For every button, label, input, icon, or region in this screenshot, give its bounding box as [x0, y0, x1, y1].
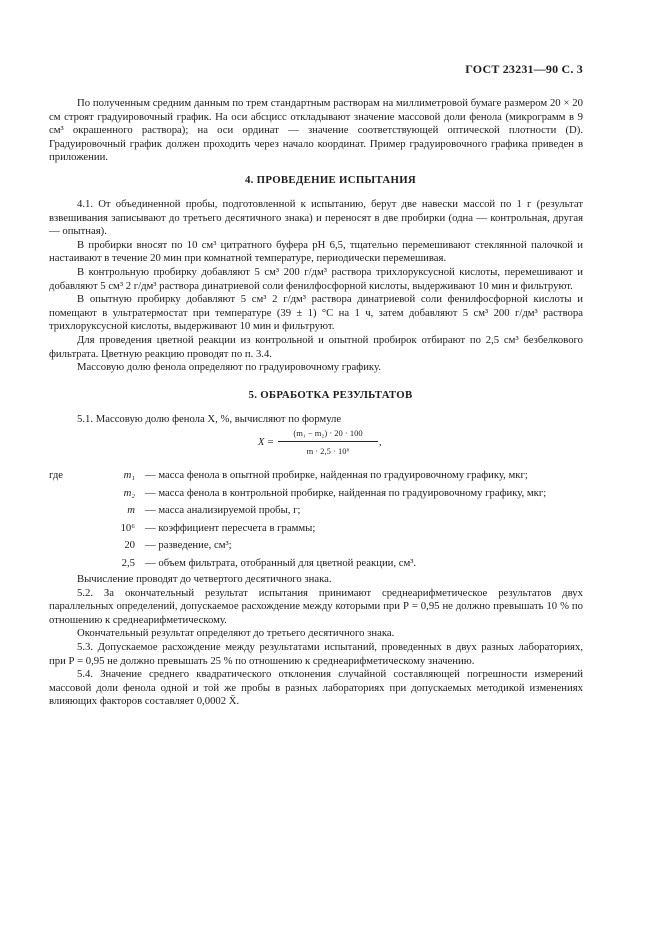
paragraph-5-2: 5.2. За окончательный результат испытания принимают среднеарифметическое результатов двух параллельных определений, допускаемое расхождение между которыми при Р = 0,95 не должно превышать 10 % по отношению к среднеарифметическому.: [49, 586, 583, 626]
definitions-list: [49, 467, 609, 572]
definition-text: — масса фенола в контрольной пробирке, найденная по градуировочному графику, мкг;: [145, 486, 547, 499]
section-4-body: [49, 198, 583, 375]
paragraph: Массовую долю фенола определяют по градуировочному графику.: [77, 361, 381, 374]
definition-row: [49, 520, 609, 538]
paragraph: Вычисление проводят до четвертого десятичного знака.: [77, 573, 332, 585]
paragraph: Окончательный результат определяют до третьего десятичного знака.: [77, 627, 395, 640]
definition-symbol: m: [127, 504, 135, 516]
definition-row: [49, 537, 609, 555]
definition-symbol: 2,5: [121, 556, 135, 569]
formula-comma: ,: [379, 437, 382, 448]
paragraph-5-4: 5.4. Значение среднего квадратического отклонения случайной составляющей погрешности измерений массовой доли фенола одной и той же пробы в разных лабораториях при допускаемых методикой изменениях влияющих факторов составляет 0,0002 X̄.: [49, 668, 583, 708]
definition-row: [49, 467, 609, 485]
definition-text: — масса фенола в опытной пробирке, найденная по градуировочному графику, мкг;: [145, 469, 528, 481]
definition-row: [49, 555, 609, 573]
paragraph: В контрольную пробирку добавляют 5 см³ 200 г/дм³ раствора трихлоруксусной кислоты, перемешивают и добавляют 5 см³ 2 г/дм³ раствора динатриевой соли фенилфосфорной кислоты, выдерживают 10 мин и фильтруют.: [49, 265, 583, 292]
paragraph: 4.1. От объединенной пробы, подготовленной к испытанию, берут две навески массой по 1 г (результат взвешивания записывают до третьего десятичного знака) и переносят в две пробирки (одна — контрольная, другая — опытная).: [49, 198, 583, 238]
definition-symbol: m₂: [123, 486, 135, 499]
definition-text: — объем фильтрата, отобранный для цветной реакции, см³.: [145, 556, 417, 569]
paragraph: Для проведения цветной реакции из контрольной и опытной пробирок отбирают по 2,5 см³ безбелкового фильтрата. Цветную реакцию проводят по п. 3.4.: [49, 333, 583, 360]
section-4-title: 4. ПРОВЕДЕНИЕ ИСПЫТАНИЯ: [244, 174, 416, 186]
definition-text: — разведение, см³;: [145, 539, 232, 551]
page-header: ГОСТ 23231—90 С. 3: [465, 62, 583, 76]
formula-numerator: (m₁ − m₂) · 20 · 100: [293, 428, 363, 438]
fraction-bar: [278, 441, 378, 442]
definition-symbol: 20: [124, 539, 135, 551]
definition-row: [49, 485, 609, 503]
definition-row: [49, 502, 609, 520]
definition-symbol: 10⁶: [120, 521, 135, 534]
formula-denominator: m · 2,5 · 10⁶: [306, 446, 350, 456]
section-5-title: 5. ОБРАБОТКА РЕЗУЛЬТАТОВ: [248, 389, 413, 401]
paragraph: В пробирки вносят по 10 см³ цитратного буфера рН 6,5, тщательно перемешивают стеклянной палочкой и настаивают в течение 20 мин при комнатной температуре, периодически перемешивая.: [49, 238, 583, 265]
definition-symbol: m₁: [123, 469, 135, 481]
intro-paragraph: По полученным средним данным по трем стандартным растворам на миллиметровой бумаге размером 20 × 20 см строят градуировочный график. На оси абсцисс откладывают значение массовой доли фенола (микрограмм в 9 см³ окрашенного раствора); на оси ординат — значение соответствующей оптической плотности (D). Градуировочный график должен проходить через начало координат. Пример градуировочного графика приведен в приложении.: [49, 97, 583, 164]
definition-text: — масса анализируемой пробы, г;: [145, 504, 301, 516]
definition-text: — коэффициент пересчета в граммы;: [145, 521, 316, 534]
intro-block: [49, 97, 583, 165]
definition-prefix: где: [49, 469, 64, 481]
formula: [258, 428, 418, 464]
section-5-body: [49, 573, 583, 709]
formula-lhs: X =: [258, 437, 275, 448]
paragraph-5-3: 5.3. Допускаемое расхождение между результатами испытаний, проведенных в двух разных лабораториях, при Р = 0,95 не должно превышать 25 % по отношению к среднеарифметическому значению.: [49, 640, 583, 667]
section-5-intro: [49, 413, 583, 427]
paragraph-5-1: 5.1. Массовую долю фенола X, %, вычисляют по формуле: [77, 413, 342, 425]
paragraph: В опытную пробирку добавляют 5 см³ 2 г/дм³ раствора динатриевой соли фенилфосфорной кислоты и помещают в ультратермостат при температуре (39 ± 1) °С на 1 ч, затем добавляют 5 см³ 200 г/дм³ раствора трихлоруксусной кислоты, выдерживают 10 мин и фильтруют.: [49, 293, 583, 333]
